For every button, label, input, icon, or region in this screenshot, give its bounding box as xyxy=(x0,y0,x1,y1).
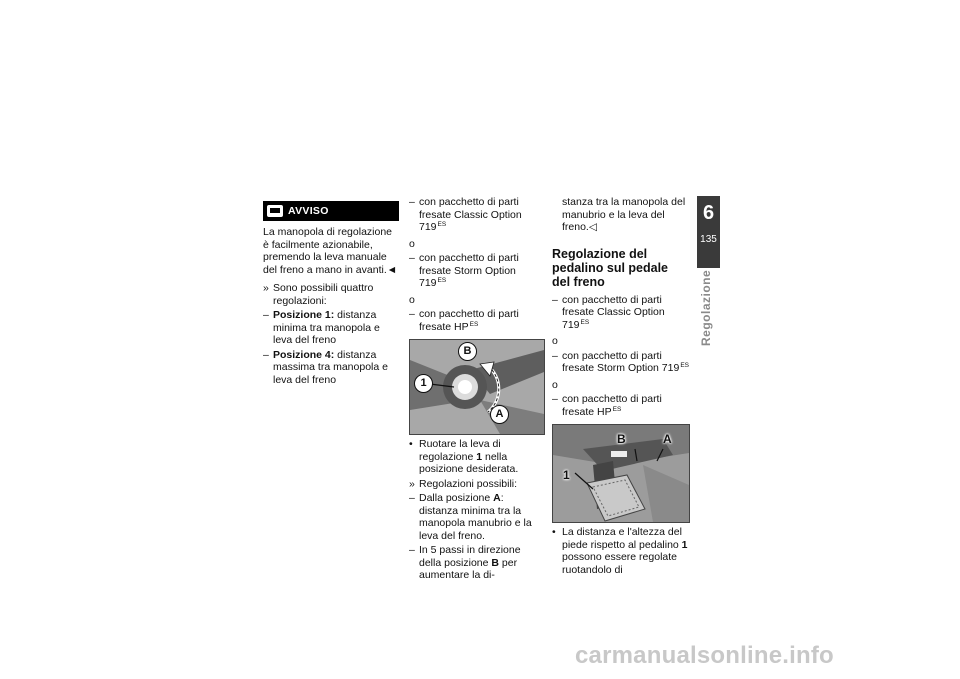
or-label: o xyxy=(552,378,558,391)
or-label: o xyxy=(409,293,415,306)
notice-title: AVVISO xyxy=(288,204,329,217)
option-item: – con pacchetto di parti fresate $HP^{ES}$ xyxy=(552,393,662,418)
chapter-tab xyxy=(697,196,720,268)
chapter-number: 6 xyxy=(702,202,715,224)
notice-text: La manopola di regolazione è facilmente azionabile, premendo la leva manuale del freno a mano in avanti.◄ xyxy=(263,226,398,276)
column-1 xyxy=(263,201,399,386)
column-3 xyxy=(552,196,689,576)
callout-1: 1 xyxy=(414,374,433,393)
or-label: o xyxy=(409,237,415,250)
list-item: • Ruotare la leva di regolazione 1 nella posizione desiderata. xyxy=(409,438,519,475)
notice-header xyxy=(263,201,399,221)
option-item: – con pacchetto di parti fresate Storm Option $719^{ES}$ xyxy=(552,349,689,374)
figure-brake-lever-adjuster xyxy=(409,339,545,435)
callout-a: A xyxy=(663,432,672,446)
list-item: – Dalla posizione A: distanza minima tra la manopola manubrio e la leva del freno. xyxy=(409,492,532,542)
callout-b: B xyxy=(617,432,626,446)
section-side-label: Regolazione xyxy=(699,269,713,346)
callout-a: A xyxy=(490,405,509,424)
list-item: » Regolazioni possibili: xyxy=(409,477,518,490)
option-item: – con pacchetto di parti fresate Classic Option $719^{ES}$ xyxy=(409,196,522,233)
column-2 xyxy=(409,196,545,582)
figure-brake-pedal-peg xyxy=(552,424,690,523)
list-item: – Posizione 4: distanza massima tra manopola e leva del freno xyxy=(263,348,388,386)
or-label: o xyxy=(552,335,558,347)
page-number: 135 xyxy=(700,234,717,245)
option-item: – con pacchetto di parti fresate Classic Option $719^{ES}$ xyxy=(552,293,665,331)
hand-warning-icon xyxy=(267,205,283,217)
list-item: » Sono possibili quattro regolazioni: xyxy=(263,282,374,307)
watermark: carmanualsonline.info xyxy=(575,642,834,669)
list-item: • La distanza e l'altezza del piede rispetto al pedalino 1 possono essere regolate ruotandolo di xyxy=(552,526,688,576)
callout-b: B xyxy=(458,342,477,361)
section-heading: Regolazione del pedalino sul pedale del freno xyxy=(552,246,668,289)
callout-1: 1 xyxy=(563,468,570,482)
option-item: – con pacchetto di parti fresate $HP^{ES}$ xyxy=(409,308,519,333)
list-item: – Posizione 1: distanza minima tra manopola e leva del freno xyxy=(263,309,380,346)
option-item: – con pacchetto di parti fresate Storm Option $719^{ES}$ xyxy=(409,252,519,289)
list-item: – In 5 passi in direzione della posizione B per aumentare la di- xyxy=(409,544,521,581)
continuation-text: stanza tra la manopola del manubrio e la leva del freno.◁ xyxy=(562,196,686,233)
